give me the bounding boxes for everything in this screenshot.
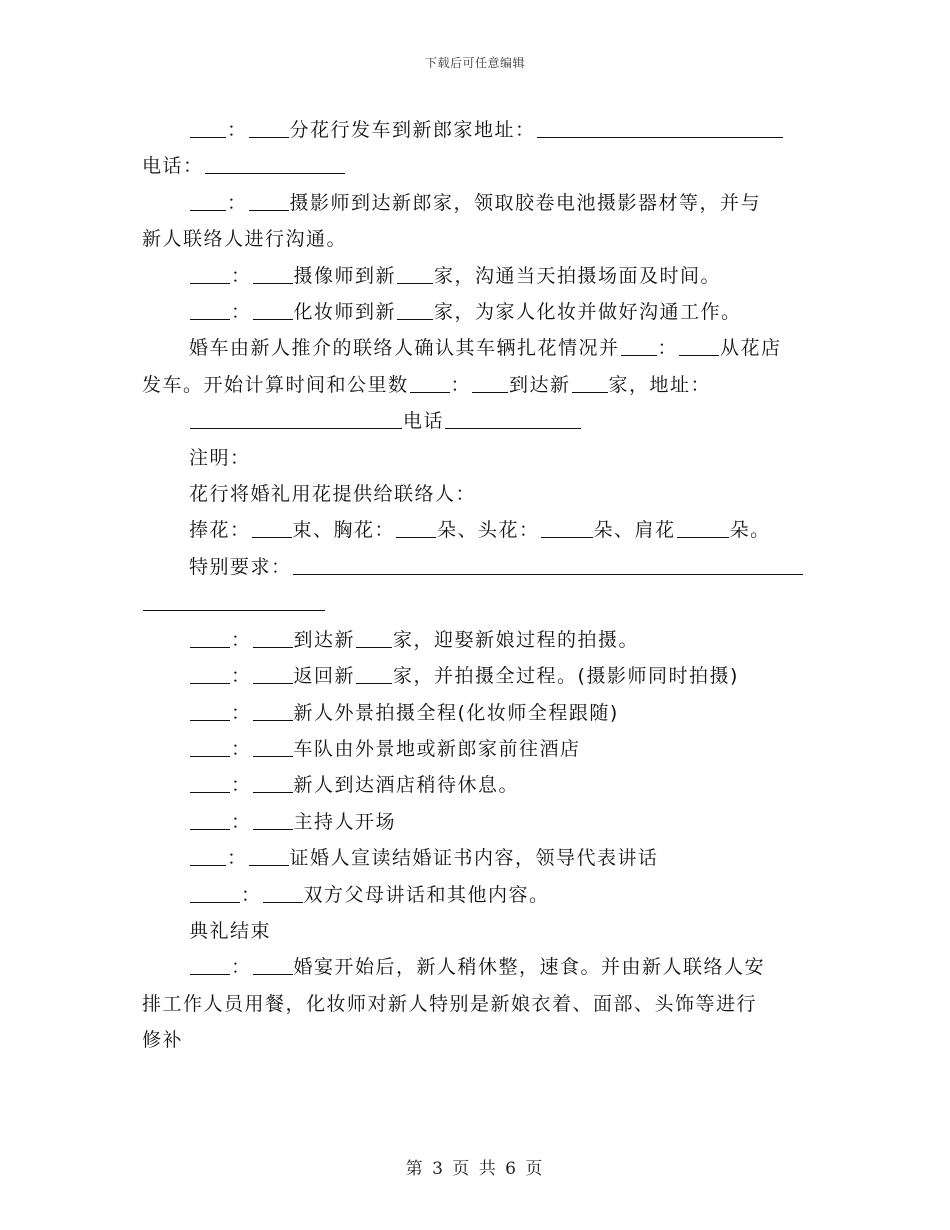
blank-underline bbox=[472, 372, 508, 393]
page-number-footer: 第 3 页 共 6 页 bbox=[405, 1159, 545, 1179]
blank-underline bbox=[190, 408, 402, 429]
blank-underline bbox=[293, 554, 803, 575]
schedule-line-photographer-cont: 新人联络人进行沟通。 bbox=[142, 228, 348, 251]
schedule-line-hotel-rest: ： 新人到达酒店稍待休息。 bbox=[142, 767, 808, 803]
page-header: 下载后可任意编辑 bbox=[424, 56, 525, 70]
blank-underline bbox=[253, 627, 293, 648]
blank-underline bbox=[356, 663, 392, 684]
blank-underline bbox=[263, 882, 303, 903]
schedule-line-videographer: ： 摄像师到新 家，沟通当天拍摄场面及时间。 bbox=[142, 258, 808, 294]
schedule-line-florist-departure: ： 分花行发车到新郎家地址： bbox=[142, 112, 808, 148]
blank-underline bbox=[397, 263, 433, 284]
blank-underline bbox=[572, 372, 608, 393]
blank-underline bbox=[253, 299, 293, 320]
blank-underline bbox=[253, 772, 293, 793]
flower-intro: 花行将婚礼用花提供给联络人： bbox=[189, 483, 477, 506]
schedule-line-outdoor: ： 新人外景拍摄全程(化妆师全程跟随) bbox=[142, 695, 808, 731]
special-requirements: 特别要求： bbox=[142, 549, 808, 585]
schedule-line-return: ： 返回新 家，并拍摄全过程。(摄影师同时拍摄) bbox=[142, 658, 808, 694]
blank-underline bbox=[445, 408, 581, 429]
blank-underline bbox=[621, 335, 657, 356]
schedule-line-motorcade: ： 车队由外景地或新郎家前往酒店 bbox=[142, 731, 808, 767]
blank-underline bbox=[205, 153, 345, 174]
blank-underline bbox=[396, 517, 436, 538]
blank-underline bbox=[253, 809, 293, 830]
schedule-line-parents-speech: ： 双方父母讲话和其他内容。 bbox=[142, 877, 808, 913]
schedule-line-photographer: ： 摄影师到达新郎家，领取胶卷电池摄影器材等，并与 bbox=[142, 185, 808, 221]
blank-underline bbox=[190, 299, 230, 320]
flower-quantities: 捧花： 束、胸花： 朵、头花： 朵、肩花 朵。 bbox=[189, 519, 771, 542]
blank-underline bbox=[190, 117, 226, 138]
blank-underline bbox=[190, 190, 226, 211]
blank-underline bbox=[541, 517, 593, 538]
blank-underline bbox=[252, 517, 292, 538]
blank-underline bbox=[677, 517, 729, 538]
blank-underline bbox=[190, 845, 226, 866]
schedule-line-host-opening: ： 主持人开场 bbox=[142, 804, 808, 840]
schedule-line-wedding-car: 婚车由新人推介的联络人确认其车辆扎花情况并 ： 从花店 bbox=[189, 337, 782, 360]
blank-underline bbox=[253, 736, 293, 757]
blank-underline bbox=[190, 882, 240, 903]
blank-underline bbox=[190, 263, 230, 284]
schedule-line-certificate: ： 证婚人宣读结婚证书内容，领导代表讲话 bbox=[142, 840, 808, 876]
blank-underline bbox=[190, 772, 230, 793]
blank-underline bbox=[253, 954, 293, 975]
blank-underline bbox=[249, 117, 289, 138]
blank-underline bbox=[190, 809, 230, 830]
ceremony-end: 典礼结束 bbox=[189, 919, 272, 942]
blank-underline bbox=[356, 627, 392, 648]
blank-underline bbox=[253, 263, 293, 284]
blank-underline bbox=[249, 190, 289, 211]
blank-underline bbox=[190, 700, 230, 721]
blank-underline bbox=[143, 590, 325, 611]
blank-underline bbox=[190, 663, 230, 684]
phone-line: 电话： bbox=[142, 148, 808, 184]
document-body bbox=[142, 112, 808, 1059]
note-label: 注明： bbox=[189, 446, 251, 469]
blank-underline bbox=[253, 663, 293, 684]
schedule-line-banquet-end: 修补 bbox=[142, 1029, 184, 1052]
schedule-line-wedding-car-cont: 发车。开始计算时间和公里数 ： 到达新 家，地址： bbox=[142, 373, 712, 396]
blank-underline bbox=[537, 117, 783, 138]
schedule-line-pickup: ： 到达新 家，迎娶新娘过程的拍摄。 bbox=[142, 622, 808, 658]
blank-underline bbox=[190, 736, 230, 757]
special-requirements-cont bbox=[142, 585, 808, 621]
schedule-line-banquet: ： 婚宴开始后，新人稍休整，速食。并由新人联络人安 bbox=[142, 949, 808, 985]
blank-underline bbox=[679, 335, 719, 356]
blank-underline bbox=[253, 700, 293, 721]
schedule-line-banquet-cont: 排工作人员用餐，化妆师对新人特别是新娘衣着、面部、头饰等进行 bbox=[142, 992, 758, 1015]
blank-underline bbox=[410, 372, 450, 393]
address-phone-line: 电话 bbox=[142, 403, 808, 439]
blank-underline bbox=[249, 845, 289, 866]
blank-underline bbox=[190, 627, 230, 648]
blank-underline bbox=[190, 954, 230, 975]
schedule-line-makeup: ： 化妆师到新 家，为家人化妆并做好沟通工作。 bbox=[142, 294, 808, 330]
blank-underline bbox=[397, 299, 433, 320]
